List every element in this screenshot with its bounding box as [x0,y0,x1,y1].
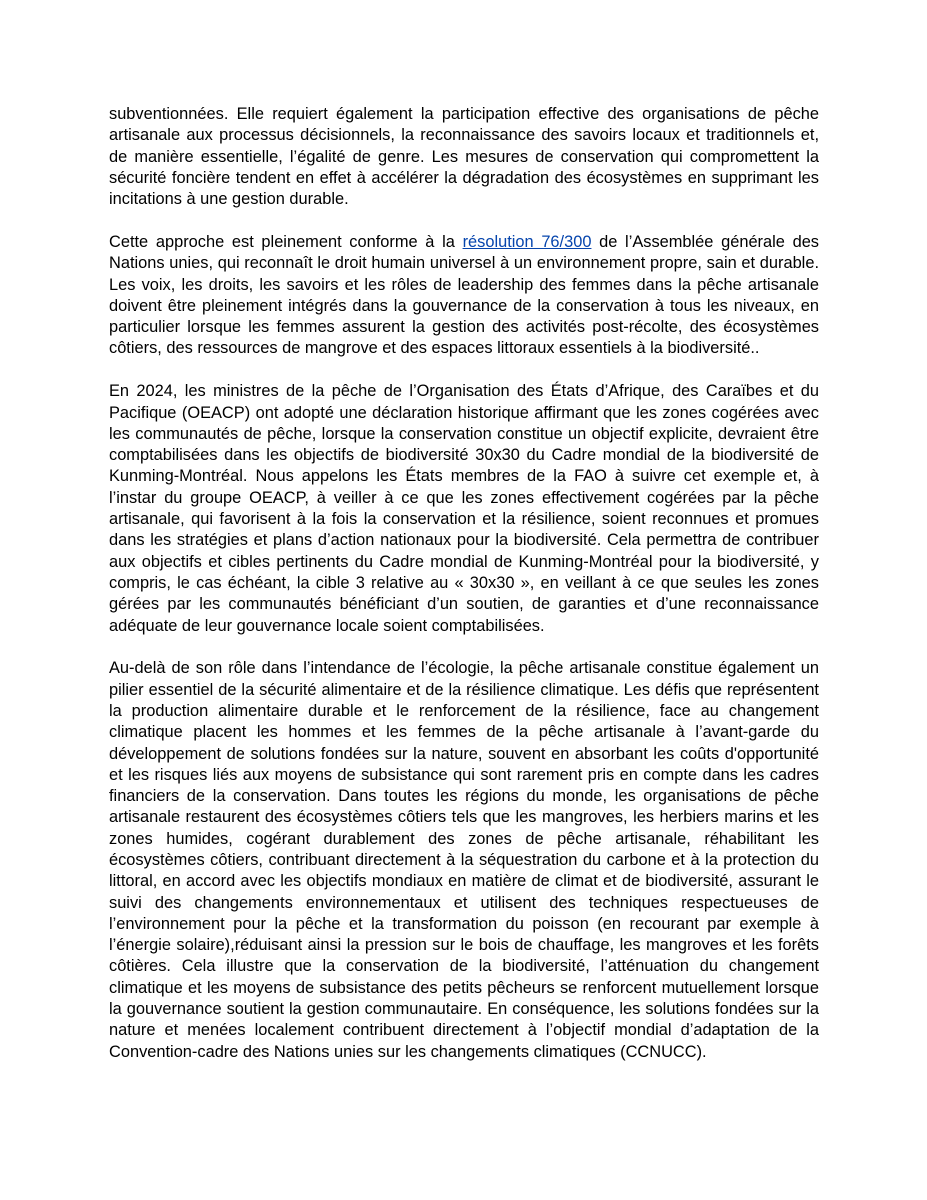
paragraph-oeacp: En 2024, les ministres de la pêche de l’Organisation des États d’Afrique, des Caraïbes et du Pacifique (OEACP) ont adopté une déclaration historique affirmant que les zones cogérées avec les communautés de pêche, lorsque la conservation constitue un objectif explicite, devraient être comptabilisées dans les objectifs de biodiversité 30x30 du Cadre mondial de la biodiversité de Kunming-Montréal. Nous appelons les États membres de la FAO à suivre cet exemple et, à l’instar du groupe OEACP, à veiller à ce que les zones effectivement cogérées par la pêche artisanale, qui favorisent à la fois la conservation et la résilience, soient reconnues et promues dans les stratégies et plans d’action nationaux pour la biodiversité. Cela permettra de contribuer aux objectifs et cibles pertinents du Cadre mondial de Kunming-Montréal pour la biodiversité, y compris, le cas échéant, la cible 3 relative au « 30x30 », en veillant à ce que seules les zones gérées par les communautés bénéficiant d’un soutien, de garanties et d’une reconnaissance adéquate de leur gouvernance locale soient comptabilisées. [109,382,819,635]
paragraph-climate-resilience: Au-delà de son rôle dans l’intendance de l’écologie, la pêche artisanale constitue également un pilier essentiel de la sécurité alimentaire et de la résilience climatique. Les défis que représentent la production alimentaire durable et le renforcement de la résilience, face au changement climatique placent les hommes et les femmes de la pêche artisanale à l’avant-garde du développement de solutions fondées sur la nature, souvent en absorbant les coûts d'opportunité et les risques liés aux moyens de subsistance qui sont rarement pris en compte dans les cadres financiers de la conservation. Dans toutes les régions du monde, les organisations de pêche artisanale restaurent des écosystèmes côtiers tels que les mangroves, les herbiers marins et les zones humides, cogérant durablement des zones de pêche artisanale, réhabilitant les écosystèmes côtiers, contribuant directement à la séquestration du carbone et à la protection du littoral, en accord avec les objectifs mondiaux en matière de climat et de biodiversité, assurant le suivi des changements environnementaux et utilisent des techniques respectueuses de l’environnement pour la pêche et la transformation du poisson (en recourant par exemple à l’énergie solaire),réduisant ainsi la pression sur le bois de chauffage, les mangroves et les forêts côtières. Cela illustre que la conservation de la biodiversité, l’atténuation du changement climatique et les moyens de subsistance des petits pêcheurs se renforcent mutuellement lorsque la gouvernance soutient la gestion communautaire. En conséquence, les solutions fondées sur la nature et menées localement contribuent directement à l’objectif mondial d’adaptation de la Convention-cadre des Nations unies sur les changements climatiques (CCNUCC). [109,659,819,1061]
resolution-link[interactable]: résolution 76/300 [462,232,592,251]
paragraph-resolution-rest: de l’Assemblée générale des Nations unies, qui reconnaît le droit humain universel à un environnement propre, sain et durable. Les voix, les droits, les savoirs et les rôles de leadership des femmes dans la pêche artisanale doivent être pleinement intégrés dans la gouvernance de la conservation à tous les niveaux, en particulier lorsque les femmes assurent la gestion des activités post-récolte, des écosystèmes côtiers, des ressources de mangrove et des espaces littoraux essentiels à la biodiversité.. [109,232,819,358]
paragraph-resolution [109,232,819,360]
document-page [109,104,819,1084]
paragraph-resolution-lead: Cette approche est pleinement conforme à la [109,232,463,251]
paragraph-subsidies: subventionnées. Elle requiert également la participation effective des organisations de pêche artisanale aux processus décisionnels, la reconnaissance des savoirs locaux et traditionnels et, de manière essentielle, l’égalité de genre. Les mesures de conservation qui compromettent la sécurité foncière tendent en effet à accélérer la dégradation des écosystèmes en supprimant les incitations à une gestion durable. [109,105,819,209]
